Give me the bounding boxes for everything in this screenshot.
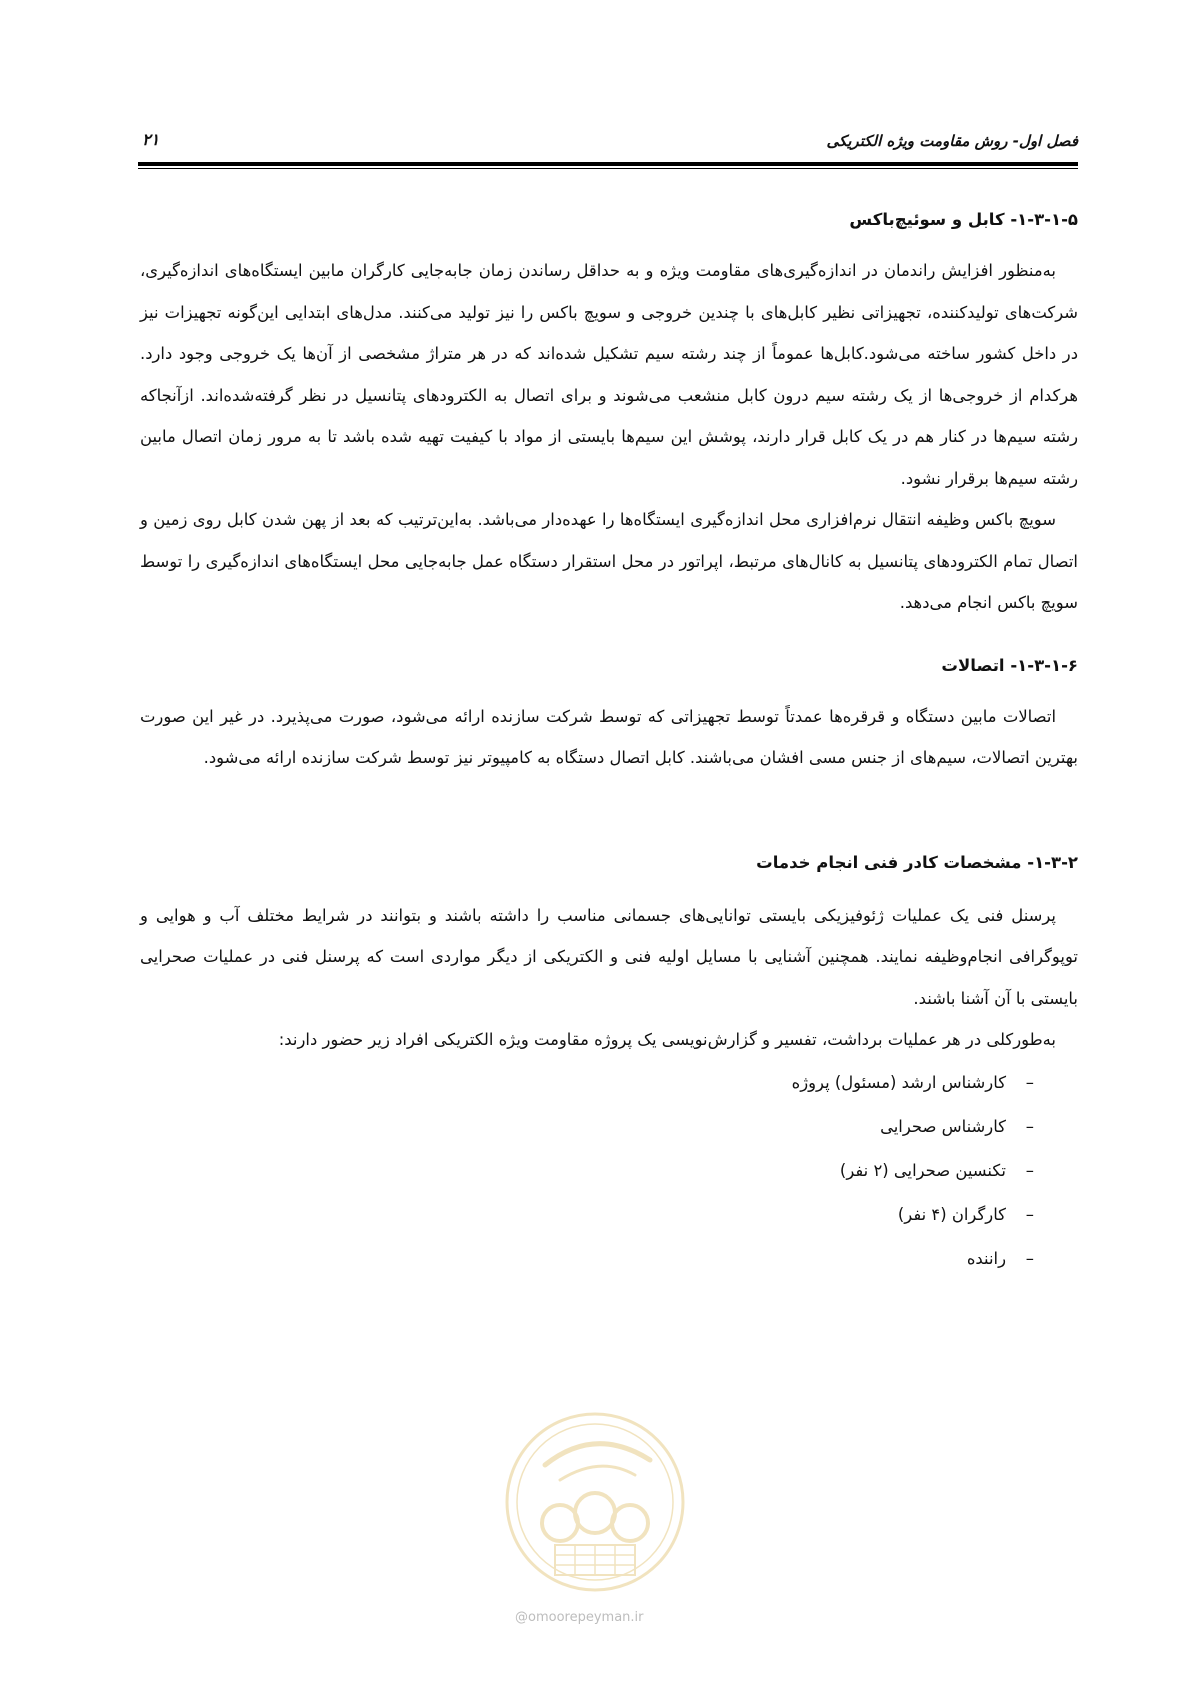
- header-rule-thin: [138, 168, 1078, 169]
- staff-list: [140, 1061, 1078, 1281]
- list-item: – تکنسین صحرایی (۲ نفر): [140, 1149, 1056, 1193]
- header-rule-thick: [138, 162, 1078, 166]
- paragraph-switchbox: سویچ باکس وظیفه انتقال نرم‌افزاری محل اندازه‌گیری ایستگاه‌ها را عهده‌دار می‌باشد. به‌این‌ترتیب که بعد از پهن شدن کابل روی زمین و اتصال تمام الکترودهای پتانسیل به کانال‌های مرتبط، اپراتور در محل استقرار دستگاه عمل جابه‌جایی محل ایستگاه‌های اندازه‌گیری را توسط سویچ باکس انجام می‌دهد.: [140, 510, 1078, 612]
- list-item: – کارشناس صحرایی: [140, 1105, 1056, 1149]
- watermark-url: @omoorepeyman.ir: [515, 1610, 644, 1625]
- list-item: – کارگران (۴ نفر): [140, 1193, 1056, 1237]
- paragraph-staff-requirements: پرسنل فنی یک عملیات ژئوفیزیکی بایستی توانایی‌های جسمانی مناسب را داشته باشند و بتوانند در شرایط مختلف آب و هوایی و توپوگرافی انجام‌وظیفه نمایند. همچنین آشنایی با مسایل اولیه فنی و الکتریکی از دیگر مواردی است که پرسنل فنی در عملیات صحرایی بایستی با آن آشنا باشند.: [140, 905, 1078, 1008]
- list-item: – کارشناس ارشد (مسئول) پروژه: [140, 1061, 1056, 1105]
- section-heading-technical-staff: ۱-۳-۲- مشخصات کادر فنی انجام خدمات: [756, 852, 1078, 872]
- running-header-title: فصل اول- روش مقاومت ویژه الکتریکی: [826, 132, 1078, 150]
- page-body: [140, 195, 1078, 1281]
- watermark-logo: [500, 1405, 690, 1600]
- paragraph-cable-intro: به‌منظور افزایش راندمان در اندازه‌گیری‌های مقاومت ویژه و به حداقل رساندن زمان جابه‌جایی کارگران مابین ایستگاه‌های اندازه‌گیری، شرکت‌های تولیدکننده، تجهیزاتی نظیر کابل‌های با چندین خروجی و سویچ باکس را نیز تولید می‌کنند. مدل‌های ابتدایی این‌گونه تجهیزات نیز در داخل کشور ساخته می‌شود.کابل‌ها عموماً از چند رشته سیم تشکیل شده‌اند که در هر متراژ مشخصی از آن‌ها یک خروجی وجود دارد. هرکدام از خروجی‌ها از یک رشته سیم درون کابل منشعب می‌شوند و برای اتصال به الکترودهای پتانسیل در نظر گرفته‌شده‌اند. ازآنجاکه رشته سیم‌ها در کنار هم در یک کابل قرار دارند، پوشش این سیم‌ها بایستی از مواد با کیفیت تهیه شده باشد تا به مرور زمان اتصال مابین رشته سیم‌ها برقرار نشود.: [140, 261, 1078, 488]
- page-number: ۲۱: [142, 130, 160, 149]
- paragraph-staff-intro: به‌طورکلی در هر عملیات برداشت، تفسیر و گزارش‌نویسی یک پروژه مقاومت ویژه الکتریکی افراد زیر حضور دارند:: [278, 1030, 1056, 1049]
- section-heading-cable-switchbox: ۱-۳-۱-۵- کابل و سوئیچ‌باکس: [849, 210, 1078, 229]
- section-heading-connections: ۱-۳-۱-۶- اتصالات: [941, 655, 1078, 675]
- paragraph-connections: اتصالات مابین دستگاه و قرقره‌ها عمدتاً توسط تجهیزاتی که توسط شرکت سازنده ارائه می‌شود، صورت می‌پذیرد. در غیر این صورت بهترین اتصالات، سیم‌های از جنس مسی افشان می‌باشند. کابل اتصال دستگاه به کامپیوتر نیز توسط شرکت سازنده ارائه می‌شود.: [140, 706, 1078, 767]
- list-item: – راننده: [140, 1237, 1056, 1281]
